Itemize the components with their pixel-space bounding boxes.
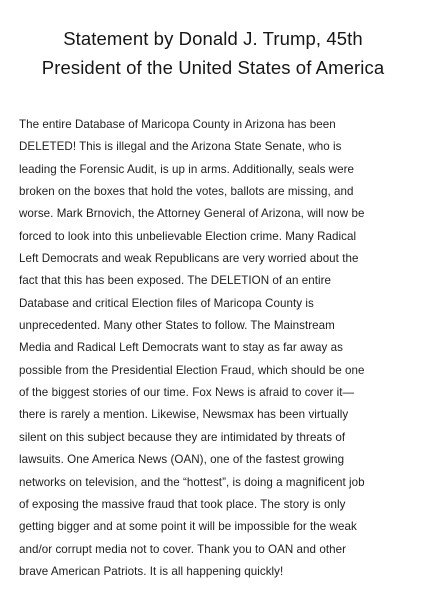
statement-body <box>19 114 421 583</box>
body-line: leading the Forensic Audit, is up in arms. Additionally, seals were <box>19 162 355 176</box>
body-line: Database and critical Election files of Maricopa County is <box>19 296 314 310</box>
body-line: DELETED! This is illegal and the Arizona State Senate, who is <box>19 140 342 154</box>
body-line: getting bigger and at some point it will be impossible for the weak <box>19 520 357 534</box>
body-line: possible from the Presidential Election Fraud, which should be one <box>19 363 365 377</box>
body-line: fact that this has been exposed. The DELETION of an entire <box>19 274 332 288</box>
body-line: Left Democrats and weak Republicans are very worried about the <box>19 252 359 266</box>
body-line: brave American Patriots. It is all happening quickly! <box>19 564 284 578</box>
body-line: networks on television, and the “hottest”, is doing a magnificent job <box>19 475 365 489</box>
body-line: of the biggest stories of our time. Fox News is afraid to cover it— <box>19 386 355 400</box>
body-line: silent on this subject because they are intimidated by threats of <box>19 430 346 444</box>
body-line: and/or corrupt media not to cover. Thank you to OAN and other <box>19 542 347 556</box>
body-line: unprecedented. Many other States to follow. The Mainstream <box>19 319 335 333</box>
body-line: worse. Mark Brnovich, the Attorney General of Arizona, will now be <box>19 207 365 221</box>
statement-title <box>10 24 416 82</box>
body-line: Media and Radical Left Democrats want to stay as far away as <box>19 341 343 355</box>
body-line: forced to look into this unbelievable Election crime. Many Radical <box>19 229 357 243</box>
title-line: President of the United States of America <box>41 57 385 78</box>
title-line: Statement by Donald J. Trump, 45th <box>63 28 363 49</box>
body-line: of exposing the massive fraud that took place. The story is only <box>19 497 346 511</box>
body-line: The entire Database of Maricopa County in Arizona has been <box>19 118 336 131</box>
body-line: lawsuits. One America News (OAN), one of the fastest growing <box>19 453 345 467</box>
body-line: there is rarely a mention. Likewise, Newsmax has been virtually <box>19 408 349 422</box>
body-line: broken on the boxes that hold the votes, ballots are missing, and <box>19 185 354 199</box>
